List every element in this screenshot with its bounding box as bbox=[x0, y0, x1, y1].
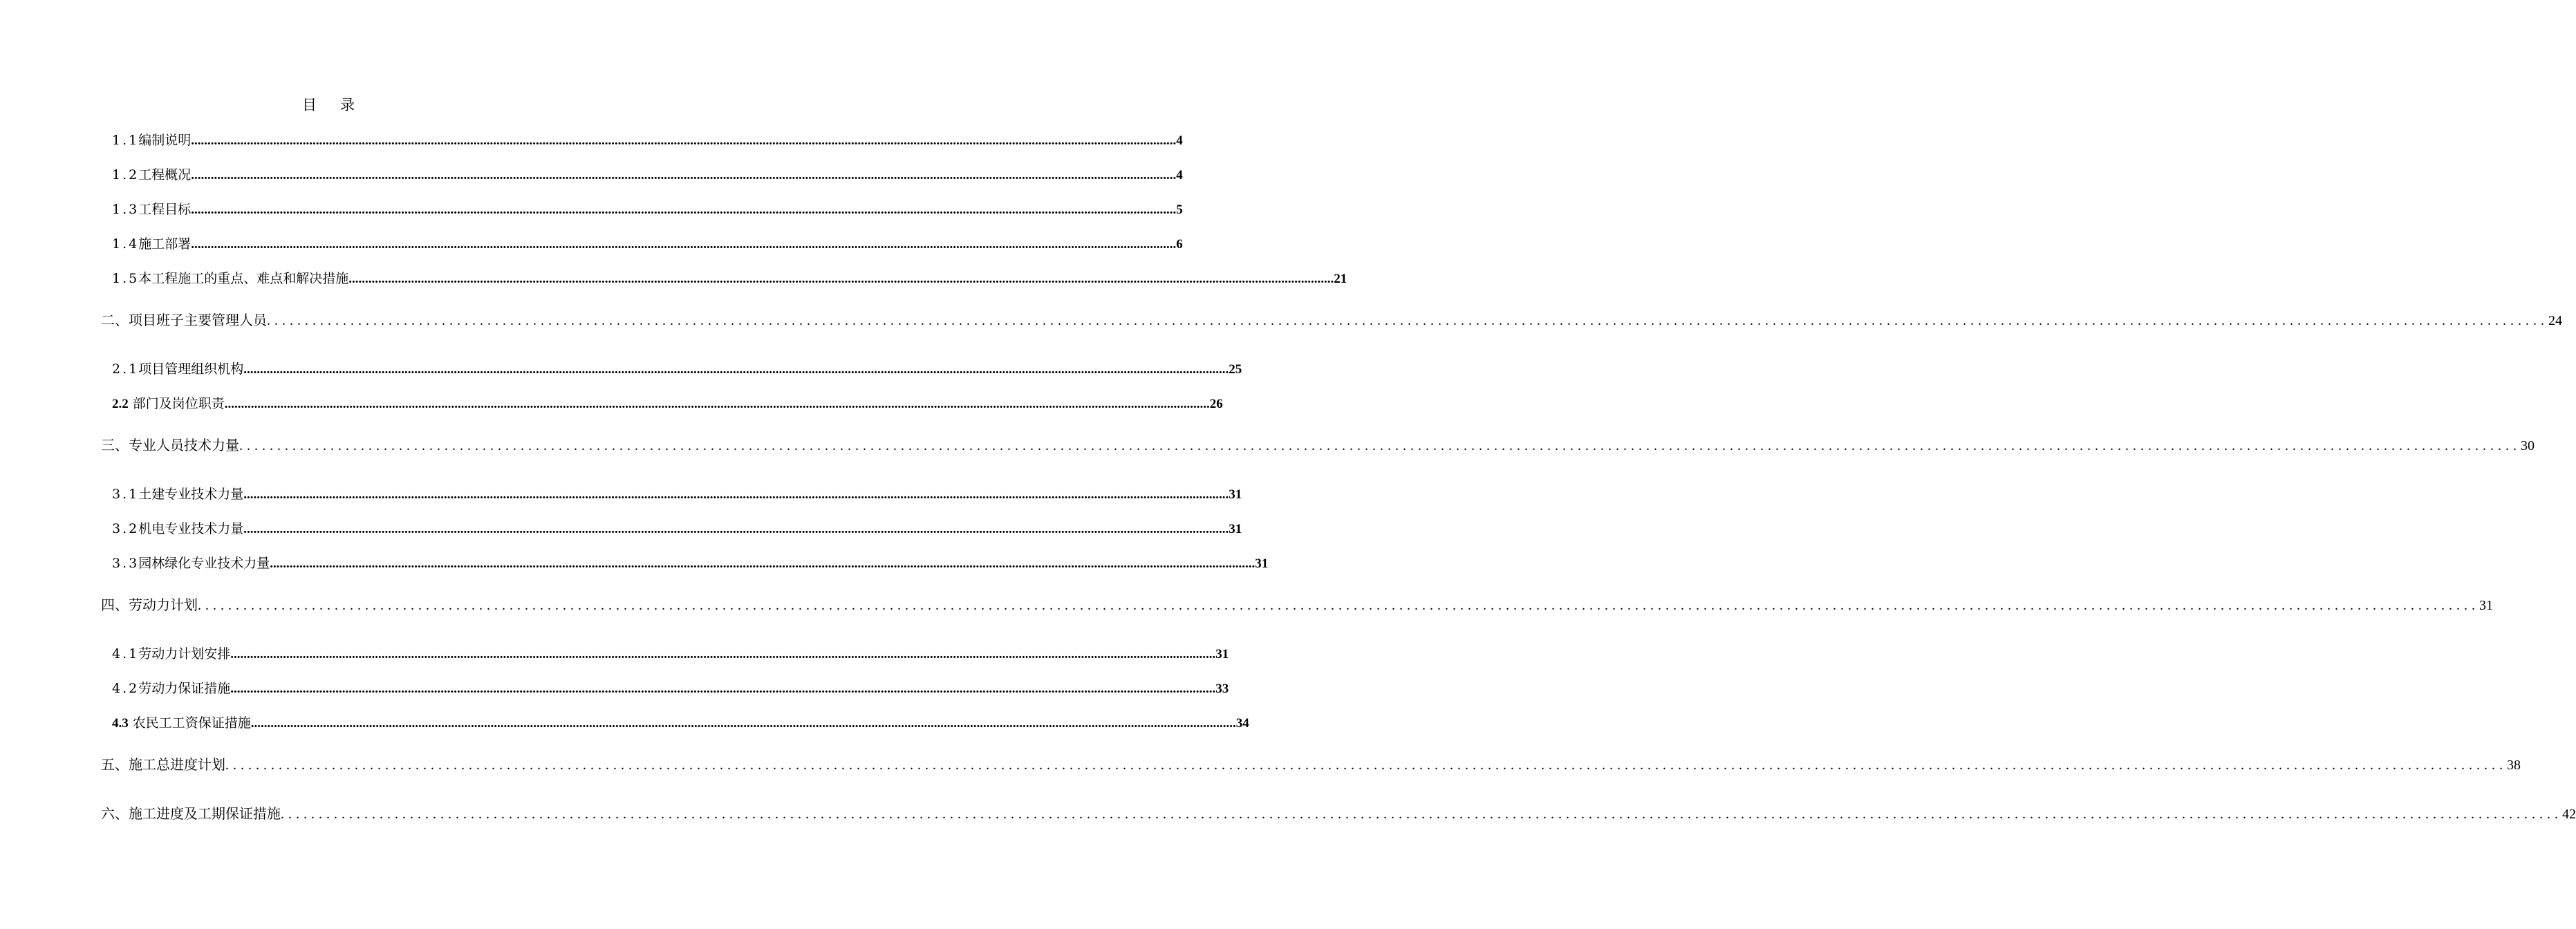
toc-section-entry[interactable] bbox=[112, 484, 1242, 503]
toc-entry-label bbox=[101, 434, 239, 454]
toc-entry-label bbox=[112, 518, 243, 537]
toc-page-number: 33 bbox=[1215, 682, 1229, 696]
toc-entry-text: 部门及岗位职责 bbox=[132, 396, 225, 411]
toc-entry-text: 工程概况 bbox=[138, 167, 192, 182]
toc-leader-dots: ............................................................................................................................................................................................................................................................................................................ bbox=[225, 758, 2507, 773]
toc-entry-label bbox=[112, 359, 243, 377]
toc-entry-number: 四、 bbox=[101, 597, 129, 613]
toc-section-entry[interactable] bbox=[112, 553, 1269, 572]
toc-entry-label bbox=[101, 594, 198, 614]
toc-leader-dots: ............................................................................................................................................................................................................................................................................................................ bbox=[270, 556, 1256, 571]
toc-entry-text: 机电专业技术力量 bbox=[138, 521, 244, 536]
toc-entry-text: 施工部署 bbox=[138, 236, 192, 252]
toc-leader-dots: ............................................................................................................................................................................................................................................................................................................ bbox=[224, 397, 1210, 411]
toc-page-number: 31 bbox=[1229, 487, 1242, 502]
toc-section-entry[interactable] bbox=[112, 644, 1229, 662]
toc-chapter-entry[interactable] bbox=[101, 803, 2576, 823]
toc-leader-dots: ............................................................................................................................................................................................................................................................................................................ bbox=[267, 313, 2548, 328]
toc-page-number: 34 bbox=[1235, 716, 1249, 731]
toc-entry-text: 编制说明 bbox=[138, 133, 192, 148]
toc-entry-number: 4.1 bbox=[112, 646, 140, 661]
toc-entry-number: 4.3 bbox=[112, 716, 129, 731]
toc-page-number: 31 bbox=[1215, 647, 1229, 661]
toc-entry-label bbox=[112, 678, 230, 697]
toc-entry-number: 2.2 bbox=[112, 397, 129, 411]
toc-entry-label bbox=[101, 309, 267, 329]
toc-page-number: 38 bbox=[2507, 758, 2521, 773]
toc-entry-number: 1.1 bbox=[112, 133, 140, 148]
toc-page-number: 31 bbox=[2479, 598, 2493, 613]
toc-entry-text: 土建专业技术力量 bbox=[138, 487, 244, 502]
toc-entry-number: 1.5 bbox=[112, 271, 140, 286]
toc-entry-label bbox=[112, 130, 191, 149]
toc-entry-text: 园林绿化专业技术力量 bbox=[138, 556, 270, 571]
toc-entry-number: 3.2 bbox=[112, 521, 140, 536]
toc-entry-number: 二、 bbox=[101, 312, 129, 328]
toc-section-entry[interactable] bbox=[112, 130, 1183, 149]
toc-entry-text: 施工进度及工期保证措施 bbox=[129, 805, 281, 822]
toc-entry-text: 项目管理组织机构 bbox=[138, 362, 244, 377]
toc-leader-dots: ............................................................................................................................................................................................................................................................................................................ bbox=[243, 487, 1229, 502]
toc-section-entry[interactable] bbox=[112, 199, 1183, 218]
toc-entry-number: 1.2 bbox=[112, 167, 140, 182]
toc-leader-dots: ............................................................................................................................................................................................................................................................................................................ bbox=[281, 807, 2562, 822]
toc-entry-label bbox=[112, 165, 191, 183]
toc-page-number: 31 bbox=[1255, 556, 1269, 571]
toc-leader-dots: ............................................................................................................................................................................................................................................................................................................ bbox=[191, 237, 1177, 252]
toc-entry-number: 三、 bbox=[101, 437, 129, 453]
toc-section-entry[interactable] bbox=[112, 268, 1347, 287]
toc-entry-label bbox=[101, 753, 225, 773]
toc-page-number: 21 bbox=[1334, 272, 1347, 286]
toc-entry-text: 本工程施工的重点、难点和解决措施 bbox=[138, 271, 349, 286]
toc-leader-dots: ............................................................................................................................................................................................................................................................................................................ bbox=[239, 438, 2521, 453]
toc-page-number: 4 bbox=[1176, 133, 1183, 148]
toc-section-entry[interactable] bbox=[112, 678, 1229, 697]
toc-entry-label bbox=[112, 199, 191, 218]
toc-section-entry[interactable] bbox=[112, 234, 1183, 252]
toc-entry-text: 劳动力计划 bbox=[129, 597, 198, 613]
toc-entry-number: 3.3 bbox=[112, 556, 140, 571]
toc-leader-dots: ............................................................................................................................................................................................................................................................................................................ bbox=[243, 362, 1229, 377]
toc-chapter-entry[interactable] bbox=[101, 594, 2493, 614]
toc-title: 目录 bbox=[302, 97, 378, 113]
toc-entry-label bbox=[112, 393, 225, 412]
toc-entry-label bbox=[101, 803, 281, 823]
toc-page-number: 25 bbox=[1229, 362, 1242, 377]
toc-entry-label bbox=[112, 553, 270, 572]
toc-leader-dots: ............................................................................................................................................................................................................................................................................................................ bbox=[250, 716, 1236, 731]
toc-entry-label bbox=[112, 644, 230, 662]
toc-leader-dots: ............................................................................................................................................................................................................................................................................................................ bbox=[191, 168, 1177, 182]
toc-entry-text: 工程目标 bbox=[138, 202, 192, 217]
toc-page-number: 31 bbox=[1229, 522, 1242, 536]
toc-entry-number: 五、 bbox=[101, 756, 129, 773]
toc-entry-text: 劳动力计划安排 bbox=[138, 646, 231, 661]
toc-entry-text: 项目班子主要管理人员 bbox=[129, 312, 267, 328]
toc-chapter-entry[interactable] bbox=[101, 309, 2562, 329]
toc-entry-label bbox=[112, 713, 251, 731]
toc-entry-text: 劳动力保证措施 bbox=[138, 681, 231, 696]
toc-entry-number: 1.4 bbox=[112, 236, 140, 252]
toc-page-number: 26 bbox=[1209, 397, 1223, 411]
toc-page-number: 5 bbox=[1176, 203, 1183, 217]
toc-page-number: 4 bbox=[1176, 168, 1183, 182]
toc-leader-dots: ............................................................................................................................................................................................................................................................................................................ bbox=[198, 598, 2479, 613]
toc-section-entry[interactable] bbox=[112, 713, 1249, 731]
toc-entry-label bbox=[112, 268, 348, 287]
toc-leader-dots: ............................................................................................................................................................................................................................................................................................................ bbox=[230, 682, 1216, 696]
toc-entry-number: 2.1 bbox=[112, 362, 140, 377]
toc-leader-dots: ............................................................................................................................................................................................................................................................................................................ bbox=[243, 522, 1229, 536]
toc-entry-number: 1.3 bbox=[112, 202, 140, 217]
toc-page-number: 42 bbox=[2562, 807, 2576, 822]
toc-section-entry[interactable] bbox=[112, 393, 1223, 412]
toc-entry-number: 4.2 bbox=[112, 681, 140, 696]
toc-entry-text: 专业人员技术力量 bbox=[129, 437, 239, 453]
toc-page-number: 30 bbox=[2521, 438, 2535, 453]
toc-section-entry[interactable] bbox=[112, 359, 1242, 377]
toc-entry-number: 六、 bbox=[101, 805, 129, 822]
toc-entry-text: 农民工工资保证措施 bbox=[132, 715, 251, 731]
toc-chapter-entry[interactable] bbox=[101, 434, 2535, 454]
toc-page-number: 6 bbox=[1176, 237, 1183, 252]
toc-section-entry[interactable] bbox=[112, 165, 1183, 183]
toc-entry-number: 3.1 bbox=[112, 487, 140, 502]
toc-entry-label bbox=[112, 234, 191, 252]
toc-leader-dots: ............................................................................................................................................................................................................................................................................................................ bbox=[348, 272, 1334, 286]
toc-page-number: 24 bbox=[2548, 313, 2562, 328]
toc-leader-dots: ............................................................................................................................................................................................................................................................................................................ bbox=[191, 203, 1177, 217]
toc-leader-dots: ............................................................................................................................................................................................................................................................................................................ bbox=[230, 647, 1216, 661]
toc-section-entry[interactable] bbox=[112, 518, 1242, 537]
toc-entry-text: 施工总进度计划 bbox=[129, 756, 225, 773]
toc-entry-label bbox=[112, 484, 243, 503]
toc-leader-dots: ............................................................................................................................................................................................................................................................................................................ bbox=[191, 133, 1177, 148]
toc-chapter-entry[interactable] bbox=[101, 753, 2521, 773]
